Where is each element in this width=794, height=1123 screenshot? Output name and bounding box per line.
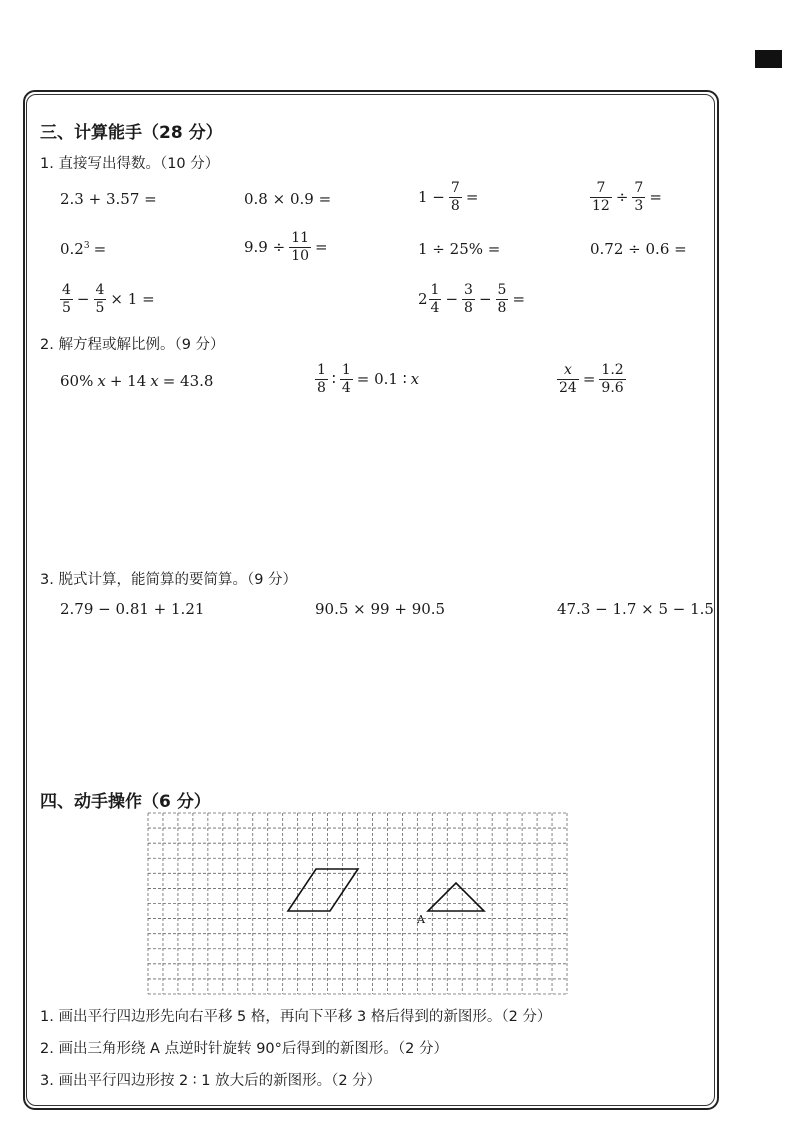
q1-e5-base-text: 0.2: [60, 240, 84, 258]
q1-e10-denominator-3: 8: [497, 299, 507, 316]
q1-e3-lead: 1 −: [418, 188, 445, 207]
q1-e5-exponent: 3: [83, 241, 90, 251]
q1-expr-5: [60, 240, 106, 258]
q1-e4-denominator-2: 3: [634, 197, 644, 214]
q1-e10-numerator-1: 1: [430, 282, 440, 298]
q2-expr-2: [315, 363, 419, 395]
q1-e9-denominator-1: 5: [62, 299, 71, 316]
q1-e9-fraction-2: [94, 283, 107, 315]
section3-title: 三、计算能手（28 分）: [40, 123, 223, 143]
q3-e2-text: 90.5 × 99 + 90.5: [315, 600, 446, 618]
triangle-shape: [428, 883, 484, 911]
q2-e2-fraction-2: [340, 363, 353, 395]
q2-e2-numerator-1: 1: [317, 362, 326, 378]
q3-expr-1: [60, 600, 204, 618]
grid-canvas[interactable]: [147, 812, 568, 995]
section4-title: 四、动手操作（6 分）: [40, 792, 211, 812]
q1-e10-operator-1: −: [445, 290, 459, 309]
q1-e10-numerator-3: 5: [497, 282, 507, 298]
q1-e4-denominator-1: 12: [592, 197, 610, 214]
q1-e4-numerator-1: 7: [596, 180, 606, 196]
q1-e4-equals: =: [649, 188, 662, 207]
q3-expr-3: [557, 600, 714, 618]
q1-e7-text: 1 ÷ 25% =: [418, 240, 501, 258]
q1-e6-fraction: [289, 231, 311, 263]
q2-expr-3: [557, 363, 626, 395]
q1-e10-denominator-2: 8: [464, 299, 473, 316]
q1-e6-denominator: 10: [291, 247, 310, 264]
q1-e10-numerator-2: 3: [464, 282, 473, 298]
q1-title: 1. 直接写出得数。（10 分）: [40, 156, 220, 172]
q1-expr-7: [418, 240, 500, 258]
parallelogram-shape: [288, 869, 358, 911]
q1-e3-numerator: 7: [450, 180, 460, 196]
q2-title: 2. 解方程或解比例。（9 分）: [40, 337, 225, 353]
q1-e10-denominator-1: 4: [430, 299, 440, 316]
q2-e3-denominator-2: 9.6: [601, 379, 624, 396]
grid-lines: [148, 813, 567, 994]
q1-expr-10: [418, 283, 525, 315]
q2-e2-numerator-2: 1: [341, 362, 351, 378]
q1-e2-text: 0.8 × 0.9 =: [244, 190, 332, 208]
q1-e9-operator: −: [76, 290, 90, 309]
q1-e9-denominator-2: 5: [95, 299, 105, 316]
q1-e4-numerator-2: 7: [634, 180, 644, 196]
q1-expr-8: [590, 240, 687, 258]
q1-e9-numerator-2: 4: [95, 282, 105, 298]
q1-e10-fraction-1: [429, 283, 442, 315]
q1-e3-equals: =: [465, 188, 479, 207]
q1-e10-fraction-2: [462, 283, 475, 315]
q2-e2-colon: ∶: [331, 370, 336, 389]
q2-e3-numerator-1: x: [563, 362, 572, 378]
op-instruction-1: 1. 画出平行四边形先向右平移 5 格，再向下平移 3 格后得到的新图形。（2 分）: [40, 1009, 552, 1025]
q2-e1-x1: x: [97, 372, 106, 390]
q1-e8-text: 0.72 ÷ 0.6 =: [590, 240, 687, 258]
q1-e3-denominator: 8: [450, 197, 460, 214]
q2-e1-result: = 43.8: [162, 372, 214, 390]
q1-expr-4: [590, 181, 662, 213]
q2-e1-x2: x: [150, 372, 159, 390]
q2-e2-x: x: [410, 370, 420, 389]
q1-e9-numerator-1: 4: [62, 282, 71, 298]
q1-expr-9: [60, 283, 155, 315]
q1-e6-numerator: 11: [291, 230, 310, 246]
q1-expr-2: [244, 190, 331, 208]
q2-e3-numerator-2: 1.2: [601, 362, 624, 378]
q1-e5-base: [60, 240, 90, 258]
q1-e5-equals: =: [93, 240, 107, 258]
q2-e3-denominator-1: 24: [559, 379, 577, 396]
q2-expr-1: [60, 372, 213, 390]
q1-e4-operator: ÷: [615, 188, 629, 207]
q1-e10-equals: =: [512, 290, 526, 309]
q3-e3-text: 47.3 − 1.7 × 5 − 1.5: [557, 600, 714, 618]
q2-e1-percent: 60%: [60, 372, 94, 390]
q2-e3-fraction-2: [599, 363, 625, 395]
q2-e1-plus: + 14: [109, 372, 147, 390]
q1-e10-operator-2: −: [478, 290, 492, 309]
op-instruction-3: 3. 画出平行四边形按 2 ∶ 1 放大后的新图形。（2 分）: [40, 1073, 382, 1089]
q2-e2-denominator-1: 8: [317, 379, 326, 396]
q1-e1-text: 2.3 + 3.57 =: [60, 190, 157, 208]
q1-e9-tail: × 1 =: [110, 290, 155, 309]
q1-e3-fraction: [449, 181, 462, 213]
q3-e1-text: 2.79 − 0.81 + 1.21: [60, 600, 205, 618]
drawing-grid[interactable]: [147, 812, 568, 995]
q2-e2-denominator-2: 4: [341, 379, 351, 396]
q2-e3-equals: =: [582, 370, 596, 389]
q2-e2-fraction-1: [315, 363, 328, 395]
q1-e6-equals: =: [315, 238, 328, 257]
q1-e6-lead: 9.9 ÷: [244, 238, 286, 257]
q1-e9-fraction-1: [60, 283, 73, 315]
q1-e4-fraction-1: [590, 181, 612, 213]
q1-e10-fraction-3: [496, 283, 509, 315]
corner-block-mark: [755, 50, 782, 68]
q2-e3-fraction-1: [557, 363, 579, 395]
q1-expr-3: [418, 181, 478, 213]
point-a-label: A: [417, 913, 425, 926]
q1-e4-fraction-2: [632, 181, 645, 213]
q3-title: 3. 脱式计算，能简算的要简算。（9 分）: [40, 572, 298, 588]
q1-expr-1: [60, 190, 157, 208]
q3-expr-2: [315, 600, 445, 618]
q2-e2-tail: = 0.1 ∶: [356, 370, 407, 389]
q1-e10-whole: 2: [418, 290, 428, 309]
q1-expr-6: [244, 231, 328, 263]
q1-e10-mixed-number: [418, 283, 441, 315]
op-instruction-2: 2. 画出三角形绕 A 点逆时针旋转 90°后得到的新图形。（2 分）: [40, 1041, 448, 1057]
